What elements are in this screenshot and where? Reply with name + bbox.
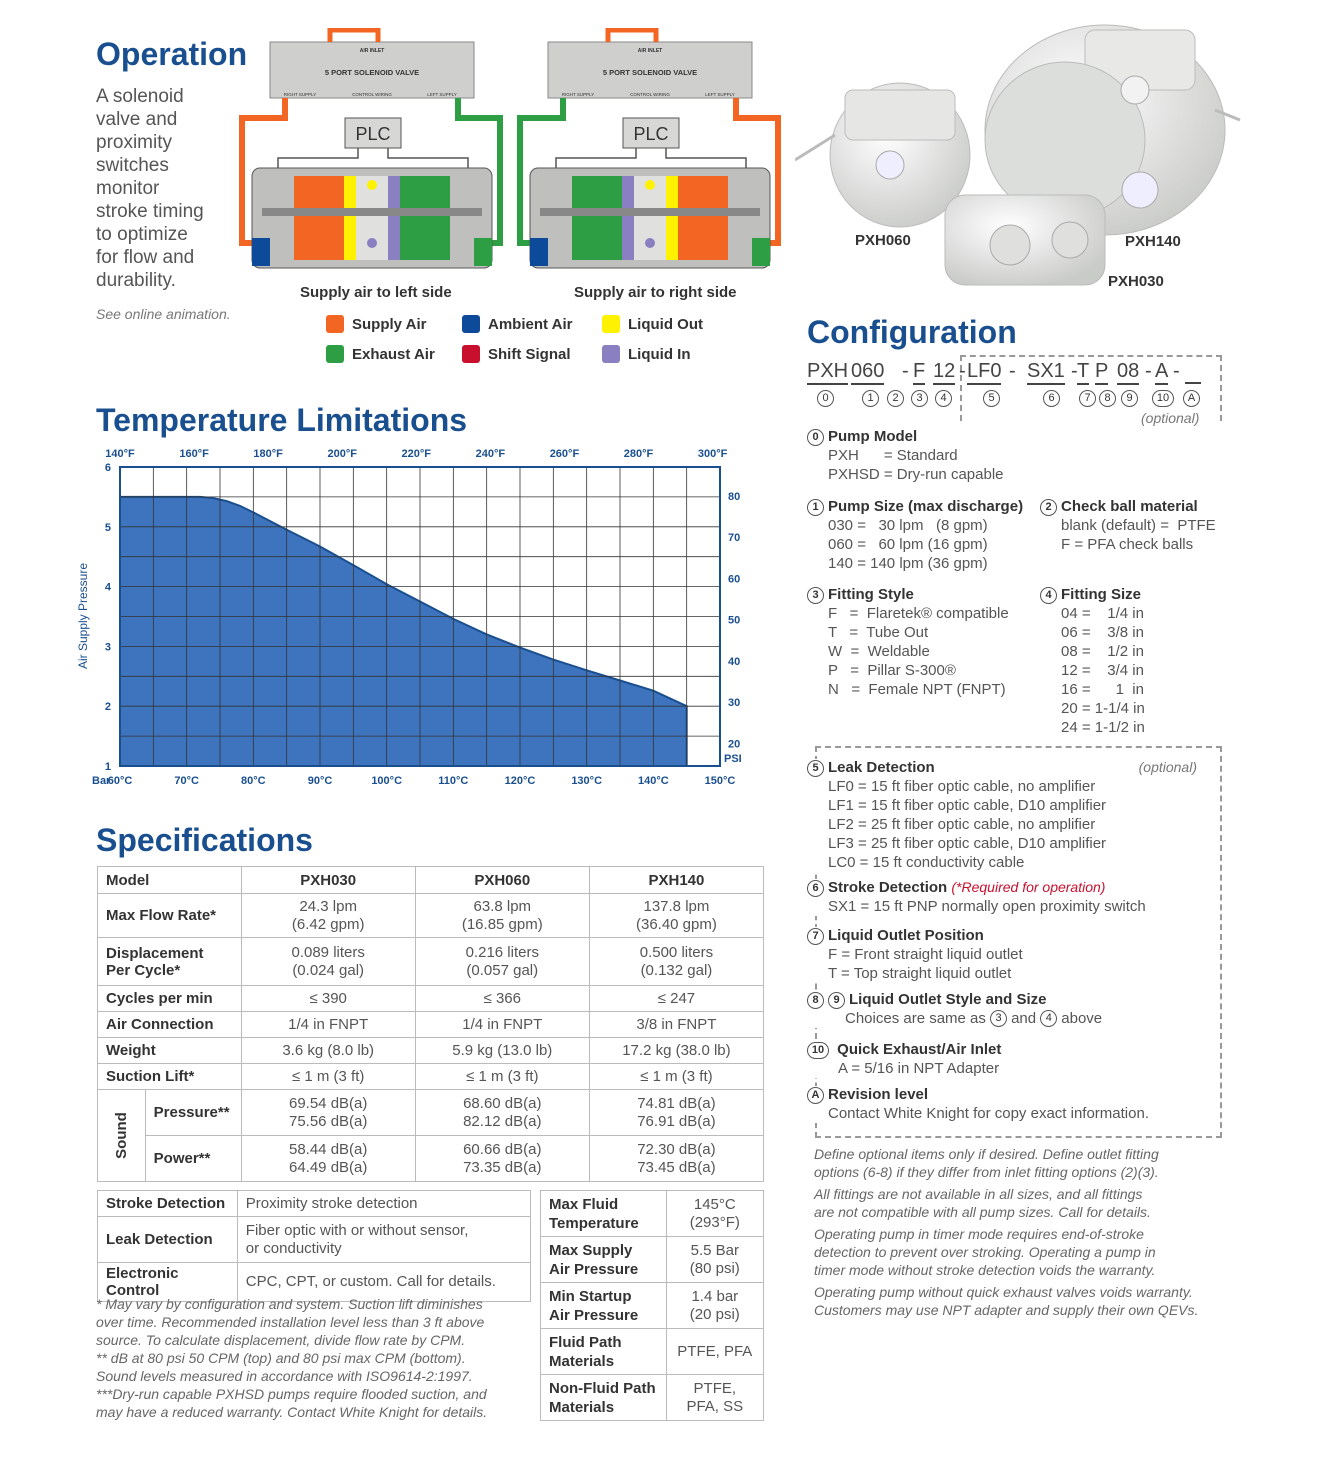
spec-value: 3.6 kg (8.0 lb) — [241, 1038, 415, 1064]
config-outlet-style: 8 9 Liquid Outlet Style and Size Choices are same as 3 and 4 above — [807, 991, 1207, 1028]
spec-value: ≤ 247 — [589, 986, 763, 1012]
sound-label: Sound — [98, 1090, 146, 1182]
plc-label: PLC — [355, 124, 391, 144]
code-part: - — [1145, 360, 1152, 382]
shaft — [262, 208, 482, 216]
y-tick-psi: 40 — [728, 655, 741, 668]
spec-row — [98, 894, 764, 938]
legend-label: Supply Air — [352, 315, 427, 333]
config-fitting-size: 4 Fitting Size 04 = 1/4 in 06 = 3/8 in 08 = 1/2 in 12 = 3/4 in 16 = 1 in 20 = 1-1/4 in 24 = 1-1/2 in — [1040, 586, 1240, 737]
code-blank — [1185, 382, 1201, 384]
legend-swatch — [326, 315, 344, 333]
operation-description-line: stroke timing — [96, 201, 204, 222]
x-tick-celsius: 150°C — [704, 775, 736, 787]
y-tick-psi: 70 — [728, 532, 741, 545]
y-tick-psi: 20 — [728, 738, 741, 751]
code-part: T — [1077, 360, 1089, 385]
limit-value: 145°C (293°F) — [666, 1191, 763, 1237]
pump-label-pxh060: PXH060 — [855, 232, 911, 249]
config-pump-model: 0 Pump Model PXH = Standard PXHSD = Dry-run capable — [807, 428, 1227, 484]
code-part: LF0 — [967, 360, 1001, 385]
spec-label: Air Connection — [98, 1012, 242, 1038]
config-line: P = Pillar S-300® — [828, 661, 956, 679]
header-pxh060: PXH060 — [415, 867, 589, 894]
x-tick-fahrenheit: 300°F — [697, 448, 728, 460]
spec-value: 68.60 dB(a) 82.12 dB(a) — [415, 1090, 589, 1136]
config-notes — [814, 1145, 1234, 1323]
detection-label: Electronic Control — [98, 1263, 238, 1302]
config-leak-detection: 5 Leak Detection (optional) LF0 = 15 ft fiber optic cable, no amplifier LF1 = 15 ft fiber optic cable, D10 amplifier LF2 = 25 ft fiber optic cable, no amplifier LF3 = 25 ft fiber optic cable, D10 amplifier LC0 = 15 ft conductivity cable — [807, 759, 1197, 872]
code-part: - — [959, 360, 966, 382]
legend-label: Ambient Air — [488, 315, 573, 333]
x-tick-fahrenheit: 240°F — [475, 448, 506, 460]
limit-row — [541, 1191, 764, 1237]
operation-title: Operation — [96, 36, 248, 72]
y-tick-psi: 50 — [728, 614, 741, 627]
code-number-icon: 1 — [862, 390, 879, 407]
x-tick-celsius: 70°C — [174, 775, 199, 787]
config-line: 08 = 1/2 in — [1061, 642, 1144, 660]
legend-swatch — [462, 315, 480, 333]
caption-right-side: Supply air to right side — [574, 284, 737, 301]
code-part: SX1 — [1027, 360, 1065, 385]
x-tick-fahrenheit: 260°F — [549, 448, 580, 460]
config-line: PXH = Standard — [828, 446, 958, 464]
specs-table — [97, 866, 764, 1182]
spec-value: ≤ 390 — [241, 986, 415, 1012]
x-tick-celsius: 120°C — [504, 775, 536, 787]
left-fluid — [344, 176, 356, 260]
operation-description-line: durability. — [96, 270, 176, 291]
config-line: 06 = 3/8 in — [1061, 623, 1144, 641]
legend-label: Exhaust Air — [352, 345, 435, 363]
legend-item — [326, 315, 462, 333]
code-part: - — [1009, 360, 1016, 382]
config-line: 140 = 140 lpm (36 gpm) — [828, 554, 988, 572]
x-tick-celsius: 130°C — [571, 775, 603, 787]
limit-value: 5.5 Bar (80 psi) — [666, 1237, 763, 1283]
config-revision: A Revision level Contact White Knight for copy exact information. — [807, 1086, 1207, 1123]
x-tick-fahrenheit: 200°F — [327, 448, 357, 460]
legend-label: Shift Signal — [488, 345, 571, 363]
config-note: All fittings are not available in all sizes, and all fittings are not compatible with all pump sizes. Call for details. — [814, 1186, 1151, 1220]
y-tick-psi: 30 — [728, 697, 741, 710]
legend-label: Liquid Out — [628, 315, 703, 333]
spec-row — [98, 938, 764, 986]
legend-item — [462, 315, 602, 333]
limit-value: 1.4 bar (20 psi) — [666, 1283, 763, 1329]
x-tick-fahrenheit: 220°F — [401, 448, 432, 460]
spec-row — [98, 986, 764, 1012]
code-part: 12 — [933, 360, 955, 385]
left-chamber — [572, 176, 622, 260]
config-line: LC0 = 15 ft conductivity cable — [828, 853, 1025, 871]
right-fluid — [388, 176, 400, 260]
operation-diagrams — [238, 28, 788, 278]
detection-value: CPC, CPT, or custom. Call for details. — [237, 1263, 530, 1302]
legend-label: Liquid In — [628, 345, 691, 363]
code-number-icon: 8 — [1099, 390, 1116, 407]
x-tick-celsius: 60°C — [107, 775, 133, 787]
spec-value: 63.8 lpm (16.85 gpm) — [415, 894, 589, 938]
liquid-in-ball — [645, 238, 655, 248]
sound-power-row — [98, 1136, 764, 1182]
config-stroke-detection: 6 Stroke Detection (*Required for operation) SX1 = 15 ft PNP normally open proximity switch — [807, 879, 1207, 916]
config-line: LF0 = 15 ft fiber optic cable, no amplifier — [828, 777, 1096, 795]
spec-value: ≤ 1 m (3 ft) — [415, 1064, 589, 1090]
legend-swatch — [602, 315, 620, 333]
code-number-icon: 2 — [887, 390, 904, 407]
left-supply-label: LEFT SUPPLY — [705, 92, 735, 97]
caption-left-side: Supply air to left side — [300, 284, 452, 301]
spec-value: 1/4 in FNPT — [415, 1012, 589, 1038]
plc-label: PLC — [633, 124, 669, 144]
config-line: 04 = 1/4 in — [1061, 604, 1144, 622]
detection-value: Proximity stroke detection — [237, 1191, 530, 1217]
temperature-chart — [70, 440, 770, 800]
spec-label: Max Flow Rate* — [98, 894, 242, 938]
sound-pressure-label: Pressure** — [145, 1090, 241, 1136]
config-line: 030 = 30 lpm (8 gpm) — [828, 516, 988, 534]
spec-label: Weight — [98, 1038, 242, 1064]
pressure-area — [120, 497, 687, 766]
legend-swatch — [462, 345, 480, 363]
config-outlet-position: 7 Liquid Outlet Position F = Front straight liquid outlet T = Top straight liquid outlet — [807, 927, 1207, 983]
config-line: 060 = 60 lpm (16 gpm) — [828, 535, 988, 553]
config-line: N = Female NPT (FNPT) — [828, 680, 1006, 698]
spec-label: Suction Lift* — [98, 1064, 242, 1090]
code-number-icon: 6 — [1043, 390, 1060, 407]
legend-item — [602, 345, 742, 363]
config-fitting-style: 3 Fitting Style F = Flaretek® compatible T = Tube Out W = Weldable P = Pillar S-300® N = Female NPT (FNPT) — [807, 586, 1037, 699]
code-part: A — [1155, 360, 1168, 385]
code-number-icon: A — [1183, 390, 1200, 407]
config-pump-size: 1 Pump Size (max discharge) 030 = 30 lpm (8 gpm) 060 = 60 lpm (16 gpm) 140 = 140 lpm (36 gpm) — [807, 498, 1037, 573]
shaft — [540, 208, 760, 216]
specifications-title: Specifications — [96, 822, 313, 858]
air-inlet-label: AIR INLET — [637, 48, 663, 54]
config-line: LF3 = 25 ft fiber optic cable, D10 amplifier — [828, 834, 1107, 852]
code-part: - — [1173, 360, 1180, 382]
limit-label: Max Fluid Temperature — [541, 1191, 667, 1237]
air-inlet-pipe — [608, 30, 656, 42]
left-port — [252, 238, 270, 266]
right-chamber — [678, 176, 728, 260]
y-tick-bar: 1 — [104, 761, 111, 773]
spec-value: ≤ 1 m (3 ft) — [589, 1064, 763, 1090]
code-number-icon: 4 — [935, 390, 952, 407]
config-line: 16 = 1 in — [1061, 680, 1144, 698]
spec-value: 74.81 dB(a) 76.91 dB(a) — [589, 1090, 763, 1136]
valve-label: 5 PORT SOLENOID VALVE — [602, 68, 698, 77]
spec-value: 137.8 lpm (36.40 gpm) — [589, 894, 763, 938]
right-supply-label: RIGHT SUPPLY — [283, 92, 317, 97]
limit-row — [541, 1329, 764, 1375]
detection-row — [98, 1191, 531, 1217]
right-fluid — [666, 176, 678, 260]
config-note: Operating pump without quick exhaust valves voids warranty. Customers may use NPT adapter and supply their own QEVs. — [814, 1284, 1199, 1318]
right-port — [752, 238, 770, 266]
bar-unit-label: Bar — [92, 775, 111, 787]
x-tick-fahrenheit: 180°F — [253, 448, 283, 460]
config-line: 20 = 1-1/4 in — [1061, 699, 1145, 717]
valve-label: 5 PORT SOLENOID VALVE — [324, 68, 420, 77]
limit-row — [541, 1375, 764, 1421]
y-tick-bar: 3 — [104, 641, 111, 654]
spec-value: 24.3 lpm (6.42 gpm) — [241, 894, 415, 938]
config-line: 12 = 3/4 in — [1061, 661, 1144, 679]
config-line: PXHSD = Dry-run capable — [828, 465, 1004, 483]
spec-value: ≤ 366 — [415, 986, 589, 1012]
operation-description-line: switches — [96, 155, 169, 176]
air-inlet-label: AIR INLET — [359, 48, 385, 54]
legend-swatch — [602, 345, 620, 363]
spec-value: 3/8 in FNPT — [589, 1012, 763, 1038]
spec-value: 1/4 in FNPT — [241, 1012, 415, 1038]
spec-value: 72.30 dB(a) 73.45 dB(a) — [589, 1136, 763, 1182]
code-part: 08 — [1117, 360, 1139, 385]
limit-row — [541, 1283, 764, 1329]
spec-value: 5.9 kg (13.0 lb) — [415, 1038, 589, 1064]
limit-label: Non-Fluid Path Materials — [541, 1375, 667, 1421]
left-chamber — [294, 176, 344, 260]
code-part: F — [913, 360, 925, 385]
header-model: Model — [98, 867, 242, 894]
y-tick-psi: 60 — [728, 573, 741, 586]
detection-value: Fiber optic with or without sensor, or conductivity — [237, 1217, 530, 1263]
config-line: F = Flaretek® compatible — [828, 604, 1009, 622]
psi-unit-label: PSI — [724, 753, 742, 765]
limit-value: PTFE, PFA — [666, 1329, 763, 1375]
spec-value: 0.089 liters (0.024 gal) — [241, 938, 415, 986]
config-line: blank (default) = PTFE — [1061, 516, 1216, 534]
code-part: 060 — [851, 360, 884, 385]
y-tick-psi: 80 — [728, 490, 741, 503]
config-note: Operating pump in timer mode requires end-of-stroke detection to prevent over stroking. Operating a pump in timer mode without stroke detection voids the warranty. — [814, 1226, 1156, 1278]
code-part: PXH — [807, 360, 848, 385]
code-number-icon: 9 — [1121, 390, 1138, 407]
spec-label: Cycles per min — [98, 986, 242, 1012]
header-pxh140: PXH140 — [589, 867, 763, 894]
spec-label: Displacement Per Cycle* — [98, 938, 242, 986]
y-tick-bar: 5 — [104, 521, 111, 534]
legend-item — [602, 315, 742, 333]
limits-table — [540, 1190, 764, 1421]
liquid-out-ball — [367, 180, 377, 190]
operation-description-line: A solenoid — [96, 86, 184, 107]
pump-illustration — [795, 10, 1255, 310]
liquid-out-ball — [645, 180, 655, 190]
see-online-link[interactable]: See online animation. — [96, 306, 231, 322]
x-tick-fahrenheit: 280°F — [623, 448, 654, 460]
config-line: F = Front straight liquid outlet — [828, 945, 1023, 963]
operation-description-line: for flow and — [96, 247, 195, 268]
operation-diagram — [520, 30, 778, 268]
liquid-in-ball — [367, 238, 377, 248]
x-tick-celsius: 80°C — [241, 775, 266, 787]
config-line: T = Tube Out — [828, 623, 929, 641]
header-pxh030: PXH030 — [241, 867, 415, 894]
air-inlet-pipe — [330, 30, 378, 42]
operation-description — [96, 85, 236, 292]
legend-item — [326, 345, 462, 363]
left-supply-label: LEFT SUPPLY — [427, 92, 457, 97]
detection-label: Leak Detection — [98, 1217, 238, 1263]
control-wiring-label: CONTROL WIRING — [630, 92, 670, 97]
spec-value: 58.44 dB(a) 64.49 dB(a) — [241, 1136, 415, 1182]
y-tick-bar: 2 — [104, 701, 111, 714]
limit-label: Max Supply Air Pressure — [541, 1237, 667, 1283]
limit-value: PTFE, PFA, SS — [666, 1375, 763, 1421]
y-axis-label: Air Supply Pressure — [76, 562, 90, 670]
x-tick-celsius: 140°C — [637, 775, 669, 787]
config-line: 24 = 1-1/2 in — [1061, 718, 1145, 736]
spec-row — [98, 1038, 764, 1064]
detection-table — [97, 1190, 531, 1302]
code-number-icon: 10 — [1152, 390, 1174, 407]
limit-row — [541, 1237, 764, 1283]
right-port — [474, 238, 492, 266]
detection-label: Stroke Detection — [98, 1191, 238, 1217]
code-number-icon: 3 — [911, 390, 928, 407]
spec-value: 0.216 liters (0.057 gal) — [415, 938, 589, 986]
spec-footnotes: * May vary by configuration and system. Suction lift diminishes over time. Recommended installation level less than 3 ft above source. To calculate displacement, divide flow rate by CPM. ** dB at 80 psi 50 CPM (top) and 80 psi max CPM (bottom). Sound levels measured in accordance with ISO9614-2:1997. ***Dry-run capable PXHSD pumps require flooded suction, and may have a reduced warranty. Contact White Knight for details. — [96, 1296, 488, 1420]
legend-swatch — [326, 345, 344, 363]
operation-description-line: proximity — [96, 132, 173, 153]
operation-description-line: to optimize — [96, 224, 188, 245]
x-tick-celsius: 100°C — [371, 775, 403, 787]
operation-legend — [326, 315, 746, 363]
control-wiring-label: CONTROL WIRING — [352, 92, 392, 97]
detection-row — [98, 1217, 531, 1263]
spec-value: 60.66 dB(a) 73.35 dB(a) — [415, 1136, 589, 1182]
config-line: LF1 = 15 ft fiber optic cable, D10 amplifier — [828, 796, 1107, 814]
config-line: Contact White Knight for copy exact information. — [828, 1104, 1149, 1122]
config-line: SX1 = 15 ft PNP normally open proximity switch — [828, 897, 1146, 915]
x-tick-celsius: 110°C — [438, 775, 469, 787]
operation-description-line: valve and — [96, 109, 178, 130]
spec-value: 17.2 kg (38.0 lb) — [589, 1038, 763, 1064]
config-quick-exhaust: 10 Quick Exhaust/Air Inlet A = 5/16 in NPT Adapter — [807, 1041, 1207, 1078]
left-port — [530, 238, 548, 266]
right-chamber — [400, 176, 450, 260]
spec-value: 69.54 dB(a) 75.56 dB(a) — [241, 1090, 415, 1136]
model-code — [807, 360, 1227, 410]
spec-value: ≤ 1 m (3 ft) — [241, 1064, 415, 1090]
pump-label-pxh140: PXH140 — [1125, 233, 1181, 250]
config-line: T = Top straight liquid outlet — [828, 964, 1012, 982]
code-part: - — [1071, 360, 1078, 382]
num-0-icon: 0 — [807, 429, 824, 446]
sound-pressure-row — [98, 1090, 764, 1136]
spec-row — [98, 1012, 764, 1038]
sound-power-label: Power** — [145, 1136, 241, 1182]
config-line: LF2 = 25 ft fiber optic cable, no amplifier — [828, 815, 1096, 833]
limit-label: Fluid Path Materials — [541, 1329, 667, 1375]
config-line: A = 5/16 in NPT Adapter — [838, 1059, 1000, 1077]
config-check-ball: 2 Check ball material blank (default) = PTFE F = PFA check balls — [1040, 498, 1240, 554]
code-number-icon: 0 — [817, 390, 834, 407]
config-line: W = Weldable — [828, 642, 930, 660]
optional-code-label: (optional) — [1141, 410, 1200, 426]
code-part: - — [902, 360, 909, 382]
x-tick-fahrenheit: 140°F — [105, 448, 135, 460]
operation-diagram — [242, 30, 500, 268]
legend-item — [462, 345, 602, 363]
spec-row — [98, 1064, 764, 1090]
x-tick-celsius: 90°C — [307, 775, 333, 787]
configuration-title: Configuration — [807, 314, 1017, 350]
code-number-icon: 5 — [983, 390, 1000, 407]
y-tick-bar: 4 — [104, 581, 111, 594]
pump-label-pxh030: PXH030 — [1108, 273, 1164, 290]
operation-description-line: monitor — [96, 178, 160, 199]
spec-value: 0.500 liters (0.132 gal) — [589, 938, 763, 986]
y-tick-bar: 6 — [104, 462, 111, 474]
code-number-icon: 7 — [1079, 390, 1096, 407]
code-part: P — [1095, 360, 1108, 385]
config-note: Define optional items only if desired. Define outlet fitting options (6-8) if they differ from inlet fitting options (2)(3). — [814, 1146, 1159, 1180]
config-line: F = PFA check balls — [1061, 535, 1194, 553]
left-fluid — [622, 176, 634, 260]
right-supply-label: RIGHT SUPPLY — [561, 92, 595, 97]
temperature-title: Temperature Limitations — [96, 402, 468, 438]
x-tick-fahrenheit: 160°F — [179, 448, 209, 460]
limit-label: Min Startup Air Pressure — [541, 1283, 667, 1329]
